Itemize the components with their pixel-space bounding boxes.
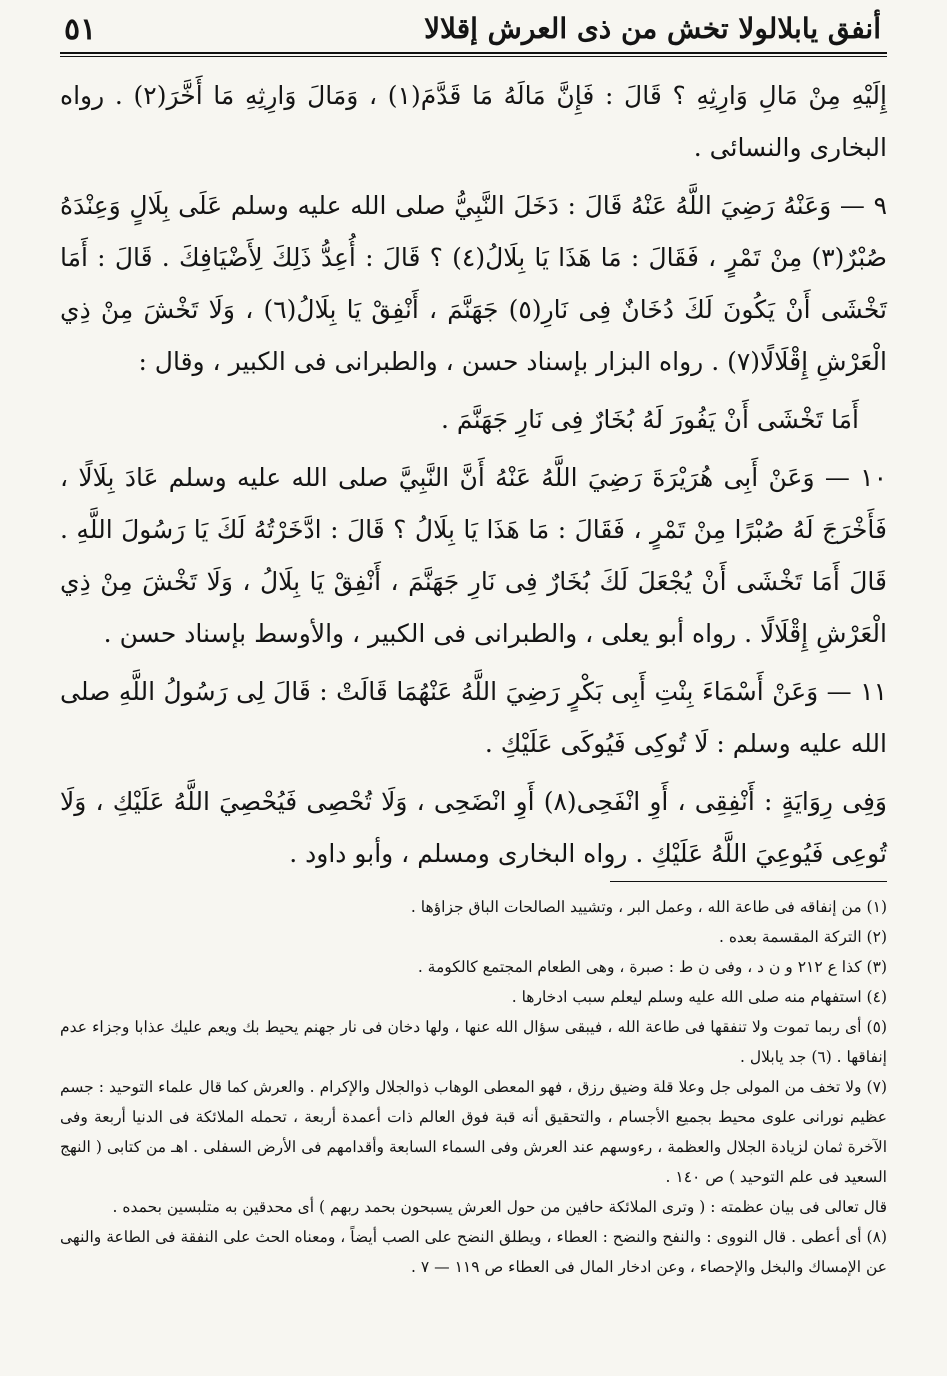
footnote-rule bbox=[610, 881, 887, 882]
hadith-11: ١١ — وَعَنْ أَسْمَاءَ بِنْتِ أَبِى بَكْرٍ رَضِيَ اللَّهُ عَنْهُمَا قَالَتْ : قَالَ لِى رَسُولُ اللَّهِ صلى الله عليه وسلم : لَا تُوكِى فَيُوكَى عَلَيْكِ . bbox=[60, 677, 887, 758]
hadith-11-variant: وَفِى رِوَايَةٍ : أَنْفِقِى ، أَوِ انْفَحِى(٨) أَوِ انْضَحِى ، وَلَا تُحْصِى فَيُحْصِيَ اللَّهُ عَلَيْكِ ، وَلَا تُوعِى فَيُوعِيَ اللَّهُ عَلَيْكِ . رواه البخارى ومسلم ، وأبو داود . bbox=[60, 787, 887, 868]
footnote-1: (١) من إنفاقه فى طاعة الله ، وعمل البر ، وتشييد الصالحات الباق جزاؤها . bbox=[410, 898, 887, 916]
footnote-2: (٢) التركة المقسمة بعده . bbox=[719, 928, 887, 946]
footnote-4: (٤) استفهام منه صلى الله عليه وسلم ليعلم سبب ادخارها . bbox=[511, 988, 887, 1006]
footnote-7-continued: قال تعالى فى بيان عظمته : ( وترى الملائكة حافين من حول العرش يسبحون بحمد ربهم ) أى محدقين به متلبسين بحمده . bbox=[112, 1198, 887, 1216]
footnote-3: (٣) كذا ع ٢١٢ و ن د ، وفى ن ط : صبرة ، وهى الطعام المجتمع كالكومة . bbox=[417, 958, 887, 976]
footnote-7: (٧) ولا تخف من المولى جل وعلا قلة وضيق رزق ، فهو المعطى الوهاب ذوالجلال والإكرام . والعرش كما قال علماء التوحيد : جسم عظيم نورانى علوى محيط بجميع الأجسام ، والتحقيق أنه قبة فوق العالم ذات أعمدة أربعة ، تحمله الملائكة فى الدنيا أربعة وفى الآخرة ثمان لزيادة الجلال والعظمة ، رءوسهم عند العرش وفى السماء السابعة وأقدامهم فى الأرض السفلى . اهـ من كتابى ( النهج السعيد فى علم التوحيد ) ص ١٤٠ . bbox=[60, 1078, 887, 1186]
page-number: ٥١ bbox=[64, 12, 97, 47]
running-title: أنفق يابلالولا تخش من ذى العرش إقلالا bbox=[424, 12, 881, 45]
hadith-10: ١٠ — وَعَنْ أَبِى هُرَيْرَةَ رَضِيَ اللَّهُ عَنْهُ أَنَّ النَّبِيَّ صلى الله عليه وسلم عَادَ بِلَالًا ، فَأَخْرَجَ لَهُ صُبْرًا مِنْ تَمْرٍ ، فَقَالَ : مَا هَذَا يَا بِلَالُ ؟ قَالَ : ادَّخَرْتُهُ لَكَ يَا رَسُولَ اللَّهِ . قَالَ أَمَا تَخْشَى أَنْ يُجْعَلَ لَكَ بُخَارٌ فِى نَارِ جَهَنَّمَ ، أَنْفِقْ يَا بِلَالُ ، وَلَا تَخْشَ مِنْ ذِي الْعَرْشِ إِقْلَالًا . رواه أبو يعلى ، والطبرانى فى الكبير ، والأوسط بإسناد حسن . bbox=[60, 463, 887, 648]
header-rule bbox=[60, 52, 887, 57]
main-text bbox=[60, 70, 887, 886]
footnote-5-6: (٥) أى ربما تموت ولا تنفقها فى طاعة الله ، فيبقى سؤال الله عنها ، ولها دخان فى نار جهنم يحيط بك ويعم عليك عذابا وجزاء عدم إنفاقها . (٦) جد يابلال . bbox=[60, 1018, 887, 1066]
hadith-9: ٩ — وَعَنْهُ رَضِيَ اللَّهُ عَنْهُ قَالَ : دَخَلَ النَّبِيُّ صلى الله عليه وسلم عَلَى بِلَالٍ وَعِنْدَهُ صُبْرٌ(٣) مِنْ تَمْرٍ ، فَقَالَ : مَا هَذَا يَا بِلَالُ(٤) ؟ قَالَ : أُعِدُّ ذَلِكَ لِأَضْيَافِكَ . قَالَ : أَمَا تَخْشَى أَنْ يَكُونَ لَكَ دُخَانٌ فِى نَارِ(٥) جَهَنَّمَ ، أَنْفِقْ يَا بِلَالُ(٦) ، وَلَا تَخْشَ مِنْ ذِي الْعَرْشِ إِقْلَالًا(٧) . رواه البزار بإسناد حسن ، والطبرانى فى الكبير ، وقال : bbox=[60, 191, 887, 376]
footnote-8: (٨) أى أعطى . قال النووى : والنفح والنضح : العطاء ، ويطلق النضح على الصب أيضاً ، ومعناه الحث على النفقة فى الطاعة والنهى عن الإمساك والبخل والإحصاء ، وعن ادخار المال فى العطاء ص ١١٩ — ٧ . bbox=[60, 1228, 887, 1276]
page-header bbox=[60, 6, 887, 58]
hadith-9-variant: أَمَا تَخْشَى أَنْ يَفُورَ لَهُ بُخَارٌ فِى نَارِ جَهَنَّمَ . bbox=[441, 405, 859, 434]
paragraph-1: إِلَيْهِ مِنْ مَالِ وَارِثِهِ ؟ قَالَ : فَإِنَّ مَالَهُ مَا قَدَّمَ(١) ، وَمَالَ وَارِثِهِ مَا أَخَّرَ(٢) . رواه البخارى والنسائى . bbox=[60, 81, 887, 162]
footnotes bbox=[60, 892, 887, 1282]
